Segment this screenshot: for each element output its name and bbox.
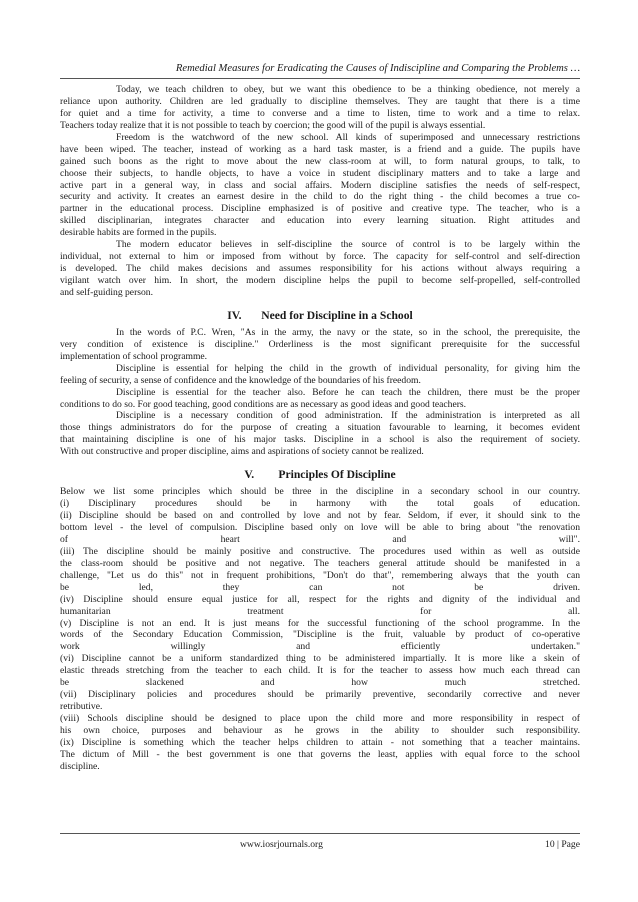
text-line: be led, they can not be driven. bbox=[60, 581, 580, 593]
section-v-body bbox=[60, 486, 580, 773]
text-line: The modern educator believes in self-discipline the source of control is to be largely within the bbox=[116, 239, 580, 251]
text-line: elastic threads stretching from the teacher to each child. It is for the teacher to assess how much each thread can bbox=[60, 665, 580, 677]
text-line: be slackened and how much stretched. bbox=[60, 677, 580, 689]
text-line: Freedom is the watchword of the new school. All kinds of superimposed and unnecessary restrictions bbox=[116, 131, 580, 143]
text-line: The dictum of Mill - the best government is one that governs the least, applies with equal force to the school bbox=[60, 748, 580, 760]
text-line: (v) Discipline is not an end. It is just means for the successful functioning of the school programme. In the bbox=[60, 617, 580, 629]
text-line: active part in a general way, in class and social affairs. Modern discipline satisfies the needs of self-respect, bbox=[60, 179, 580, 191]
footer-rule bbox=[60, 833, 580, 834]
text-line: Discipline is essential for the teacher also. Before he can teach the children, there must be the proper bbox=[116, 386, 580, 398]
text-line: (ii) Discipline should be based on and controlled by love and not by fear. Seldom, if ever, it should sink to the bbox=[60, 510, 580, 522]
text-line: (vi) Discipline cannot be a uniform standardized thing to be administered impartially. It is more like a skein of bbox=[60, 653, 580, 665]
text-line: humanitarian treatment for all. bbox=[60, 605, 580, 617]
paragraph bbox=[60, 363, 580, 387]
paragraph bbox=[60, 327, 580, 363]
text-line: that maintaining discipline is one of his major tasks. Discipline in a school is also the requirement of society. bbox=[60, 434, 580, 446]
paragraph bbox=[60, 486, 580, 773]
text-line: bottom level - the level of compulsion. Discipline based only on love will be able to bring about "the renovation bbox=[60, 522, 580, 533]
text-line: Today, we teach children to obey, but we want this obedience to be a thinking obedience, not merely a bbox=[116, 84, 580, 95]
text-line: implementation of school programme. bbox=[60, 350, 208, 362]
paragraph bbox=[60, 132, 580, 239]
text-line: In the words of P.C. Wren, "As in the army, the navy or the state, so in the school, the prerequisite, the bbox=[116, 326, 580, 338]
text-line: feeling of security, a sense of confidence and the knowledge of the boundaries of his freedom. bbox=[60, 374, 421, 386]
text-line: (ix) Discipline is something which the teacher helps children to attain - not something that a teacher maintains. bbox=[60, 736, 580, 748]
running-header-title: Remedial Measures for Eradicating the Causes of Indiscipline and Comparing the Problems … bbox=[175, 63, 580, 74]
text-line: skilled disciplinarian, integrates character and education into every learning situation. Right attitudes and bbox=[60, 215, 580, 227]
text-line: words of the Secondary Education Commission, "Discipline is the fruit, valuable by product of co-operative bbox=[60, 629, 580, 641]
text-line: Teachers today realize that it is not possible to teach by coercion; the good will of the pupil is always essential. bbox=[60, 119, 486, 131]
text-line: for quiet and a time for activity, a time to converse and a time to listen, time to work and a time to relax. bbox=[60, 107, 580, 119]
text-line: reliance upon authority. Children are led gradually to discipline themselves. They are taught that there is a time bbox=[60, 95, 580, 107]
text-line: Below we list some principles which should be three in the discipline in a secondary school in our country. bbox=[60, 486, 580, 498]
footer-journal-link[interactable]: www.iosrjournals.org bbox=[240, 839, 323, 850]
text-line: work willingly and efficiently undertaken." bbox=[60, 641, 580, 653]
text-line: With out constructive and proper discipline, aims and aspirations of society cannot be realized. bbox=[60, 446, 424, 458]
section-number: IV. bbox=[227, 308, 242, 322]
text-line: Discipline is essential for helping the child in the growth of individual personality, for giving him the bbox=[116, 362, 580, 374]
text-line: have been wiped. The teacher, instead of working as a hard task master, is a friend and a guide. The pupils have bbox=[60, 143, 580, 155]
intro-section bbox=[60, 84, 580, 299]
text-line: Discipline is a necessary condition of good administration. If the administration is interpreted as all bbox=[116, 410, 580, 422]
text-line: those things administrators do for the purpose of creating a situation favourable to learning, it becomes evident bbox=[60, 422, 580, 434]
section-title: Need for Discipline in a School bbox=[261, 308, 413, 322]
text-line: individual, not external to him or imposed from without by force. The capacity for self-control and self-direction bbox=[60, 251, 580, 263]
text-line: (iii) The discipline should be mainly positive and constructive. The procedures used within as well as outside bbox=[60, 545, 580, 557]
paragraph bbox=[60, 239, 580, 299]
section-iv-body bbox=[60, 327, 580, 458]
paragraph bbox=[60, 410, 580, 458]
text-line: gained such boons as the right to move about the new class-room at will, to form natural groups, to talk, to bbox=[60, 155, 580, 167]
text-line: conditions to do so. For good teaching, good conditions are as necessary as good ideas and good teachers. bbox=[60, 398, 467, 410]
text-line: of heart and will". bbox=[60, 533, 580, 545]
section-heading-iv bbox=[60, 299, 580, 327]
text-line: (iv) Discipline should ensure equal justice for all, respect for the rights and dignity of the individual and bbox=[60, 593, 580, 605]
text-line: vigilant watch over him. In short, the modern discipline helps the pupil to become self-propelled, self-controlled bbox=[60, 275, 580, 286]
paragraph bbox=[60, 387, 580, 411]
text-line: retributive. bbox=[60, 701, 103, 713]
text-line: (vii) Disciplinary policies and procedures should be primarily preventive, secondarily corrective and never bbox=[60, 689, 580, 701]
text-line: security and activity. It creates an earnest desire in the child to do the right thing - the child becomes a true co- bbox=[60, 191, 580, 203]
text-line: partner in the educational process. Discipline emphasized is of positive and creative type. The teacher, who is a bbox=[60, 203, 580, 215]
section-number: V. bbox=[244, 468, 255, 482]
text-line: challenge, "Let us do this" not in frequent prohibitions, "Don't do that", remembering always that the youth can bbox=[60, 569, 580, 581]
footer-page-number: 10 | Page bbox=[545, 839, 580, 850]
section-heading-v bbox=[60, 458, 580, 486]
text-line: the class-room should be positive and not negative. The teachers general attitude should be manifested in a bbox=[60, 557, 580, 569]
text-line: very condition of existence is discipline." Orderliness is the most significant prerequisite for the successful bbox=[60, 338, 580, 350]
text-line: is developed. The child makes decisions and assumes responsibility for his actions without always requiring a bbox=[60, 263, 580, 275]
article-body bbox=[60, 84, 580, 773]
text-line: choose their subjects, to handle objects, to have a voice in student disciplinary matters and to take a large and bbox=[60, 167, 580, 179]
paragraph bbox=[60, 84, 580, 132]
text-line: and self-guiding person. bbox=[60, 286, 153, 298]
section-title: Principles Of Discipline bbox=[278, 468, 396, 482]
text-line: discipline. bbox=[60, 760, 100, 772]
text-line: desirable habits are formed in the pupils. bbox=[60, 227, 217, 239]
header-rule bbox=[60, 78, 580, 79]
text-line: (i) Disciplinary procedures should be in harmony with the total goals of education. bbox=[60, 498, 580, 510]
text-line: his own choice, purposes and behaviour as he grows in the ability to shoulder such responsibility. bbox=[60, 724, 580, 736]
text-line: (viii) Schools discipline should be designed to place upon the child more and more responsibility in respect of bbox=[60, 713, 580, 724]
